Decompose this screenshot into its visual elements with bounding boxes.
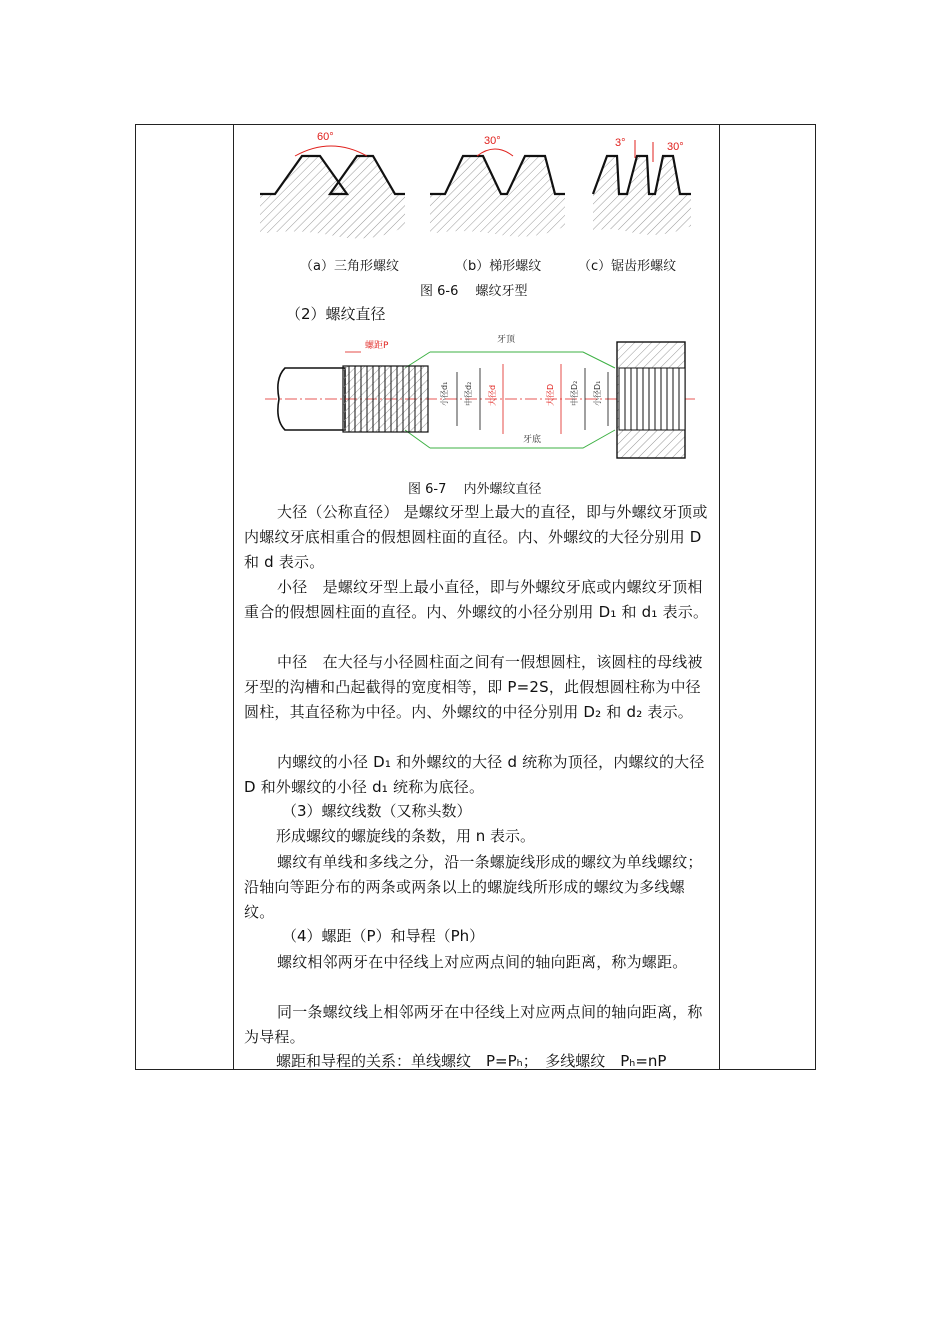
paragraph-pitch-diameter: 中径 在大径与小径圆柱面之间有一假想圆柱，该圆柱的母线被牙型的沟槽和凸起截得的宽度相等，即 P=2S，此假想圆柱称为中径圆柱，其直径称为中径。内、外螺纹的中径分别用 D₂ 和 d₂ 表示。 [244, 653, 703, 721]
paragraph-multi-start: 螺纹有单线和多线之分，沿一条螺旋线形成的螺纹为单线螺纹；沿轴向等距分布的两条或两条以上的螺旋线所形成的螺纹为多线螺纹。 [244, 853, 703, 921]
svg-text:牙底: 牙底 [523, 435, 542, 445]
paragraph-major-diameter: 大径（公称直径） 是螺纹牙型上最大的直径，即与外螺纹牙顶或内螺纹牙底相重合的假想圆柱面的直径。内、外螺纹的大径分别用 D 和 d 表示。 [244, 503, 708, 571]
triangular-thread-diagram [260, 131, 405, 238]
svg-text:螺距P: 螺距P [365, 341, 389, 351]
svg-text:3°: 3° [615, 137, 626, 149]
section-3-heading: （3）螺纹线数（又称头数） [282, 802, 472, 820]
figure-label-b: （b）梯形螺纹 [455, 259, 542, 274]
svg-text:大径d: 大径d [488, 384, 497, 406]
section-2-heading: （2）螺纹直径 [286, 305, 386, 323]
figure-label-a: （a）三角形螺纹 [300, 259, 399, 274]
paragraph-lead-definition: 同一条螺纹线上相邻两牙在中径线上对应两点间的轴向距离，称为导程。 [244, 1003, 703, 1046]
figure-6-7-caption: 图 6-7 内外螺纹直径 [408, 482, 542, 497]
paragraph-minor-diameter: 小径 是螺纹牙型上最小直径，即与外螺纹牙底或内螺纹牙顶相重合的假想圆柱面的直径。内、外螺纹的小径分别用 D₁ 和 d₁ 表示。 [244, 578, 709, 621]
buttress-thread-diagram [593, 137, 691, 235]
thread-diameter-figure [265, 330, 695, 470]
svg-text:小径D₁: 小径D₁ [593, 380, 602, 406]
svg-text:30°: 30° [667, 141, 684, 153]
paragraph-thread-count: 形成螺纹的螺旋线的条数，用 n 表示。 [276, 827, 536, 845]
trapezoidal-thread-diagram [430, 135, 565, 237]
svg-text:中径d₂: 中径d₂ [464, 381, 473, 406]
paragraph-pitch-definition: 螺纹相邻两牙在中径线上对应两点间的轴向距离，称为螺距。 [277, 953, 688, 971]
svg-text:大径D: 大径D [546, 383, 555, 406]
column-divider-left [233, 124, 234, 1070]
column-divider-right [719, 124, 720, 1070]
thread-profile-figure [255, 126, 700, 306]
svg-text:30°: 30° [484, 135, 501, 147]
figure-label-c: （c）锯齿形螺纹 [578, 259, 677, 274]
svg-text:中径D₂: 中径D₂ [570, 380, 579, 406]
svg-text:60°: 60° [317, 131, 334, 143]
svg-text:小径d₁: 小径d₁ [440, 381, 449, 406]
figure-6-6-caption: 图 6-6 螺纹牙型 [420, 284, 528, 299]
section-4-heading: （4）螺距（P）和导程（Ph） [282, 927, 485, 945]
paragraph-crest-root: 内螺纹的小径 D₁ 和外螺纹的大径 d 统称为顶径，内螺纹的大径 D 和外螺纹的小径 d₁ 统称为底径。 [244, 753, 705, 796]
paragraph-pitch-lead-relation: 螺距和导程的关系：单线螺纹 P=Pₕ； 多线螺纹 Pₕ=nP [276, 1052, 667, 1070]
svg-text:牙顶: 牙顶 [497, 335, 516, 345]
